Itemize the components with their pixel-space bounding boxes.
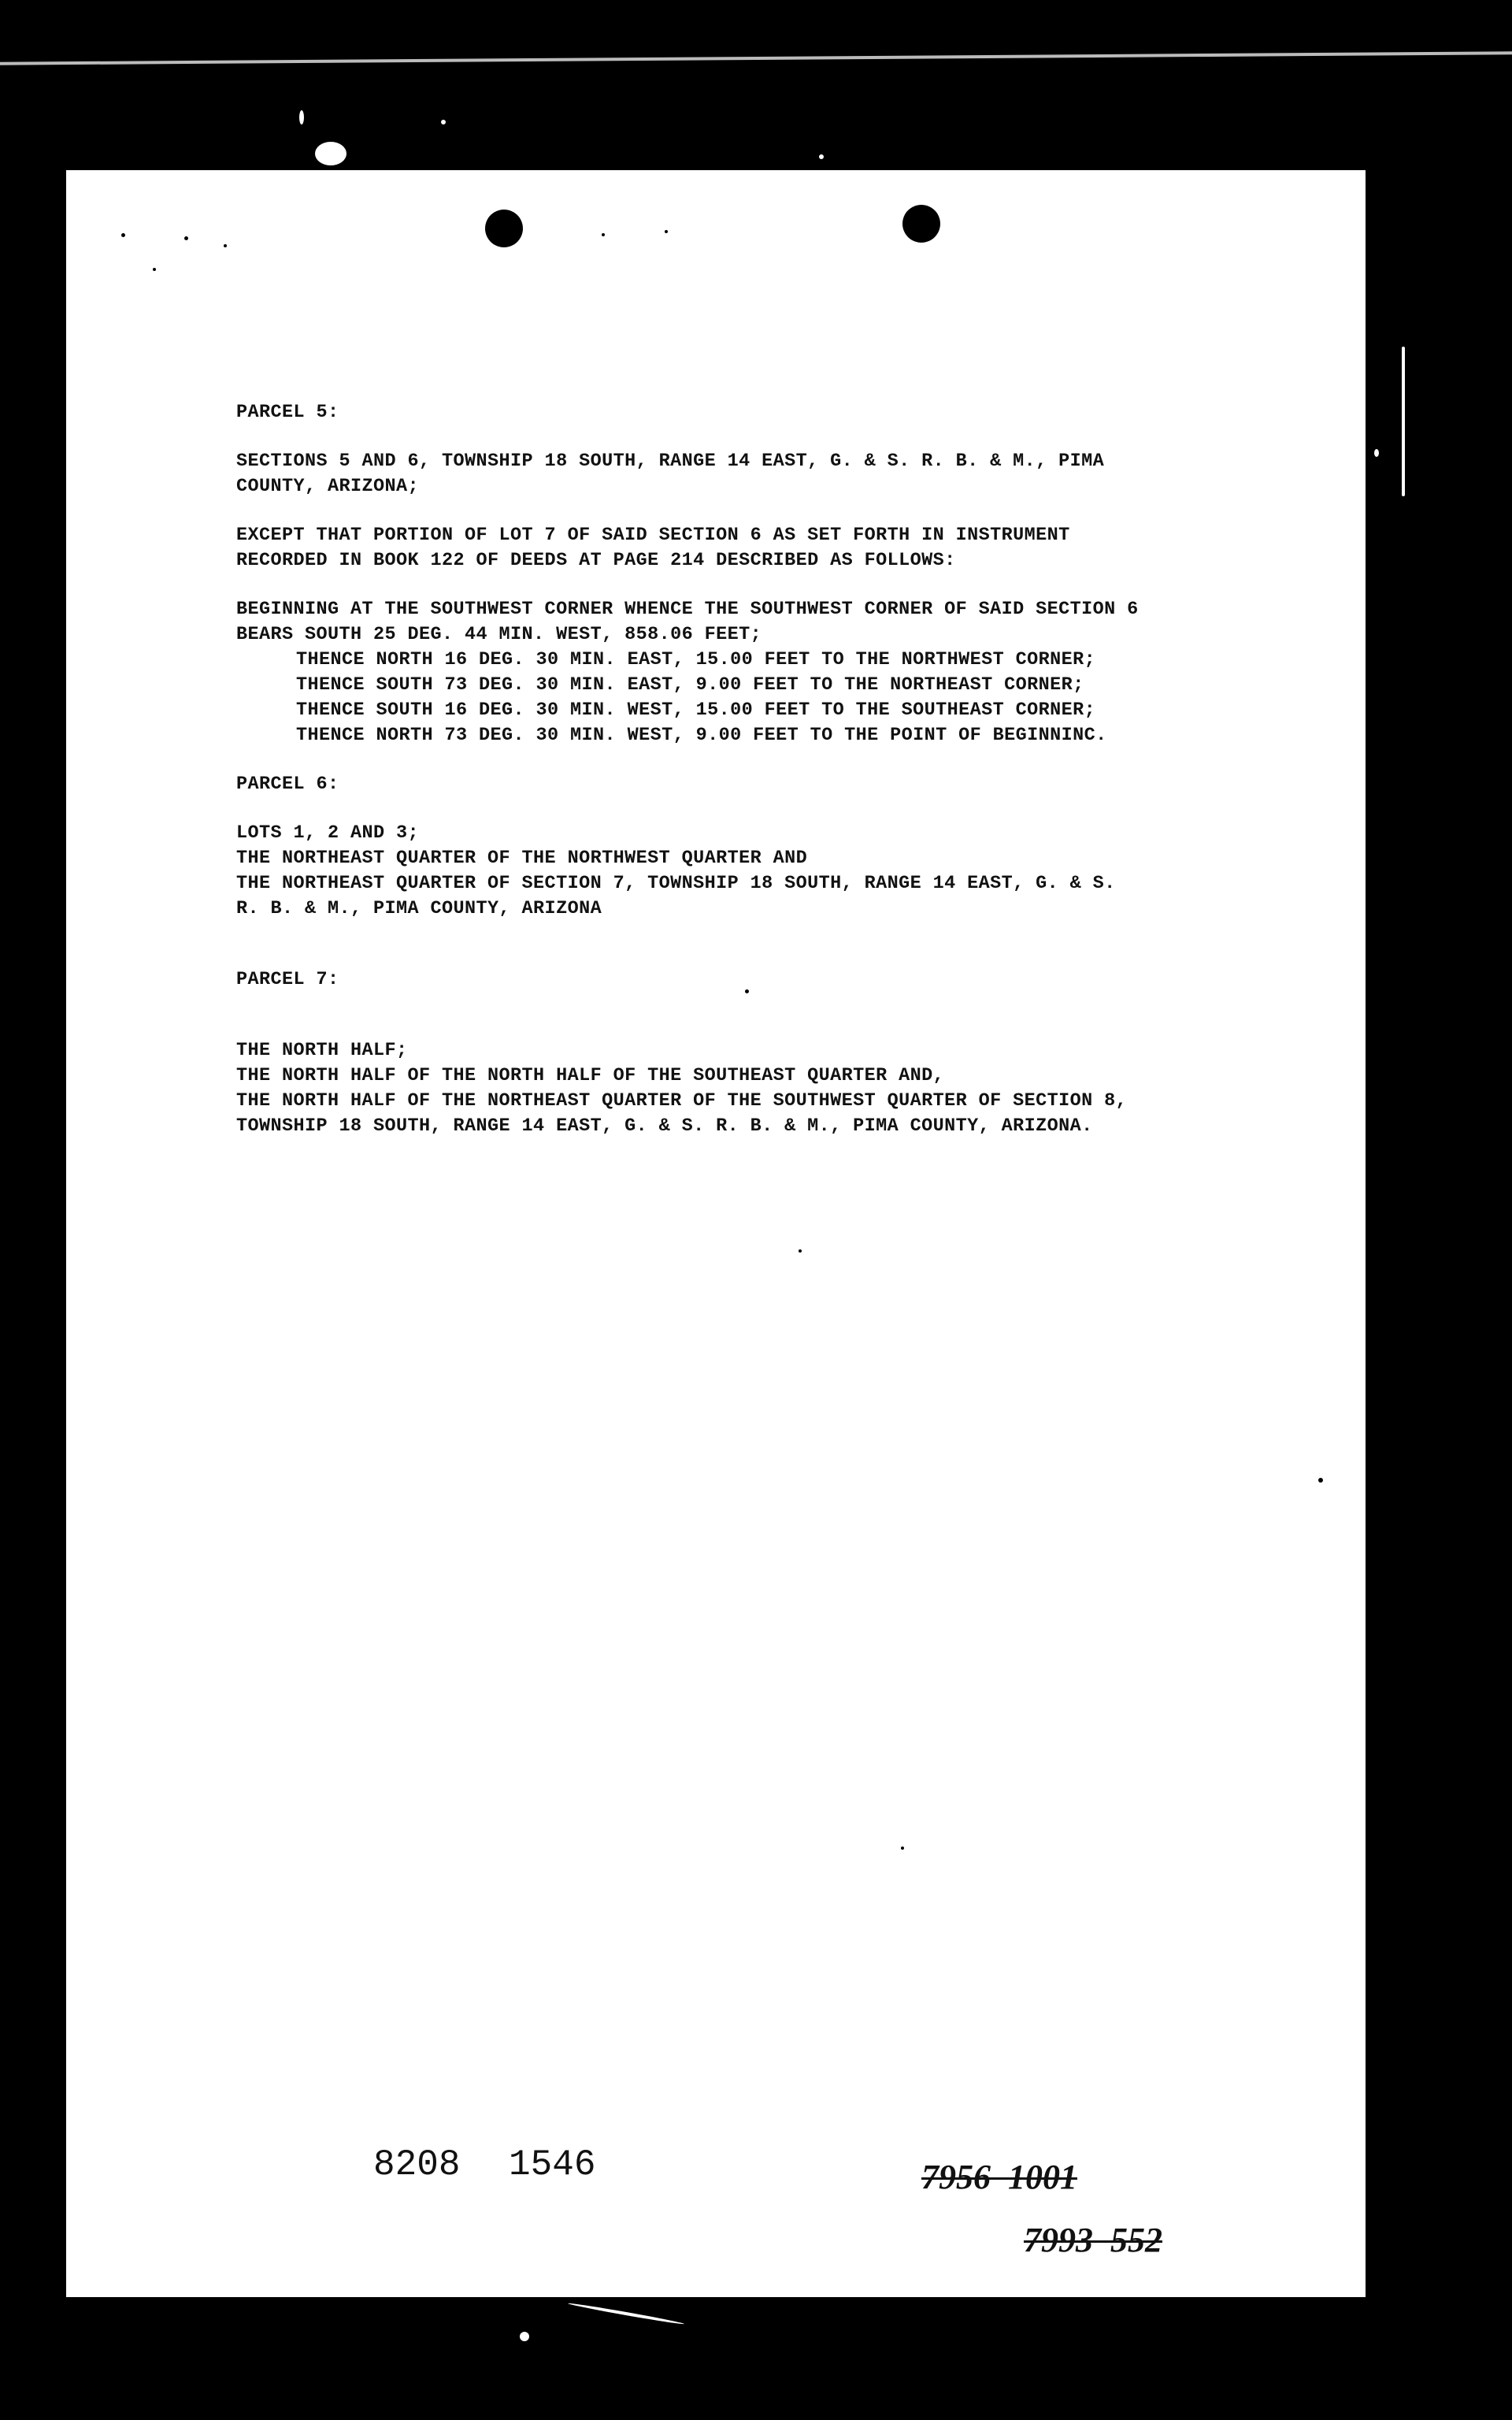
parcel-5-beginning: BEGINNING AT THE SOUTHWEST CORNER WHENCE THE SOUTHWEST CORNER OF SAID SECTION 6: [236, 599, 1139, 620]
parcel-5-beginning: BEARS SOUTH 25 DEG. 44 MIN. WEST, 858.06 FEET;: [236, 624, 762, 645]
scan-noise: [520, 2332, 529, 2341]
paper-speck: [602, 233, 605, 236]
parcel-7-line: THE NORTH HALF;: [236, 1040, 408, 1061]
paper-speck: [799, 1249, 802, 1253]
paper-speck: [224, 244, 227, 247]
parcel-5-course: THENCE NORTH 73 DEG. 30 MIN. WEST, 9.00 FEET TO THE POINT OF BEGINNINC.: [296, 725, 1107, 746]
scan-noise: [299, 110, 304, 124]
parcel-5-exception: RECORDED IN BOOK 122 OF DEEDS AT PAGE 214 DESCRIBED AS FOLLOWS:: [236, 550, 956, 571]
legal-description: [236, 400, 1260, 1139]
scan-noise: [315, 142, 346, 165]
parcel-6-line: THE NORTHEAST QUARTER OF SECTION 7, TOWNSHIP 18 SOUTH, RANGE 14 EAST, G. & S.: [236, 873, 1116, 894]
parcel-7-line: TOWNSHIP 18 SOUTH, RANGE 14 EAST, G. & S. R. B. & M., PIMA COUNTY, ARIZONA.: [236, 1115, 1093, 1137]
paper-speck: [184, 236, 188, 240]
scan-noise: [441, 120, 446, 124]
scan-noise: [819, 154, 824, 159]
scanner-edge-line: [0, 51, 1512, 65]
parcel-7-line: THE NORTH HALF OF THE NORTH HALF OF THE SOUTHEAST QUARTER AND,: [236, 1065, 945, 1086]
struck-reference: 7993 552: [1024, 2221, 1162, 2259]
paper-speck: [901, 1847, 904, 1850]
docket-number: 8208: [373, 2144, 461, 2185]
punch-hole-left: [485, 210, 523, 247]
parcel-5-line: SECTIONS 5 AND 6, TOWNSHIP 18 SOUTH, RANGE 14 EAST, G. & S. R. B. & M., PIMA: [236, 451, 1105, 472]
paper-speck: [1318, 1478, 1323, 1483]
parcel-6-line: LOTS 1, 2 AND 3;: [236, 822, 420, 844]
page-number: 1546: [509, 2144, 596, 2185]
scan-noise: [568, 2302, 684, 2325]
punch-hole-right: [902, 205, 940, 243]
parcel-5-course: THENCE NORTH 16 DEG. 30 MIN. EAST, 15.00 FEET TO THE NORTHWEST CORNER;: [296, 649, 1096, 670]
parcel-5-heading: PARCEL 5:: [236, 402, 339, 423]
parcel-5-course: THENCE SOUTH 16 DEG. 30 MIN. WEST, 15.00 FEET TO THE SOUTHEAST CORNER;: [296, 700, 1096, 721]
parcel-5-course: THENCE SOUTH 73 DEG. 30 MIN. EAST, 9.00 FEET TO THE NORTHEAST CORNER;: [296, 674, 1084, 696]
parcel-5-exception: EXCEPT THAT PORTION OF LOT 7 OF SAID SECTION 6 AS SET FORTH IN INSTRUMENT: [236, 525, 1070, 546]
scan-noise: [1374, 449, 1379, 457]
parcel-7-heading: PARCEL 7:: [236, 969, 339, 990]
parcel-5-line: COUNTY, ARIZONA;: [236, 476, 420, 497]
paper-speck: [665, 230, 668, 233]
paper-speck: [121, 233, 125, 237]
parcel-6-heading: PARCEL 6:: [236, 774, 339, 795]
parcel-6-line: THE NORTHEAST QUARTER OF THE NORTHWEST QUARTER AND: [236, 848, 808, 869]
paper-speck: [153, 268, 156, 271]
struck-reference: 7956 1001: [921, 2158, 1077, 2196]
parcel-6-line: R. B. & M., PIMA COUNTY, ARIZONA: [236, 898, 602, 919]
parcel-7-line: THE NORTH HALF OF THE NORTHEAST QUARTER OF THE SOUTHWEST QUARTER OF SECTION 8,: [236, 1090, 1128, 1112]
scan-noise: [1402, 347, 1405, 496]
